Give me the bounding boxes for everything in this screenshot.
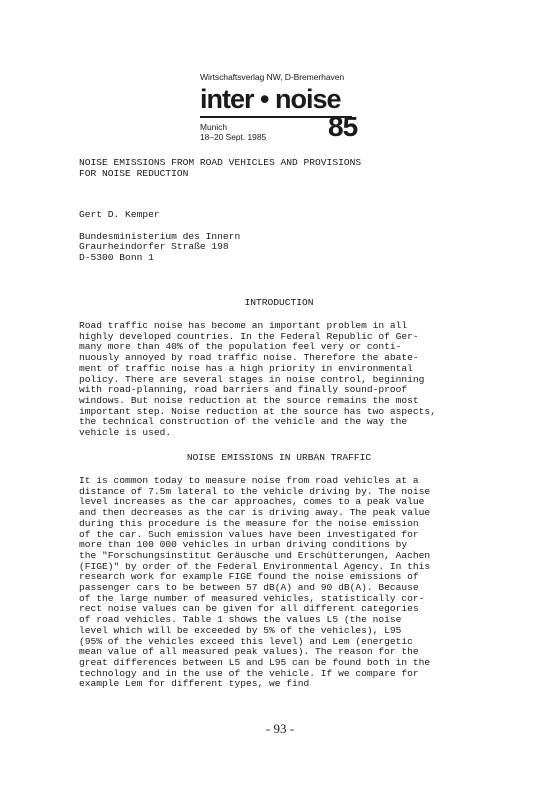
section-heading-urban-traffic: NOISE EMISSIONS IN URBAN TRAFFIC <box>186 452 372 463</box>
inter-noise-logo: inter • noise <box>200 84 341 114</box>
section-heading-introduction: INTRODUCTION <box>244 297 314 308</box>
urban-traffic-paragraph: It is common today to measure noise from road vehicles at a distance of 7.5m lateral to the vehicle driving by. The noise level increases as the car approaches, comes to a peak value and then decreases as the car is driving away. The peak value during this procedure is the measure for the noise emission of the car. Such emission values have been investigated for more than 100 000 vehicles in urban driving conditions by the "Forschungsinstitut Geräusche und Erschütterungen, Aachen (FIGE)" by order of the Federal Environmental Agency. In this research work for example FIGE found the noise emissions of passenger cars to be between 57 dB(A) and 90 dB(A). Because of the large number of measured vehicles, statistically cor- rect noise values can be given for all different categories of road vehicles. Table 1 shows the values L5 (the noise level which will be exceeded by 5% of the vehicles), L95 (95% of the vehicles exceed this level) and Lem (energetic mean value of all measured peak values). The reason for the great differences between L5 and L95 can be found both in the technology and in the use of the vehicle. If we compare for example Lem for different types, we find <box>79 475 431 690</box>
conference-city: Munich <box>200 122 227 132</box>
page-number: - 93 - <box>265 721 295 736</box>
conference-dates: 18–20 Sept. 1985 <box>200 132 267 142</box>
paper-title: NOISE EMISSIONS FROM ROAD VEHICLES AND PROVISIONS FOR NOISE REDUCTION <box>79 157 362 179</box>
publisher-line: Wirtschaftsverlag NW, D-Bremerhaven <box>200 72 345 82</box>
conference-header <box>200 72 370 144</box>
conference-year: 85 <box>328 111 358 142</box>
author-affiliation: Gert D. Kemper Bundesministerium des Innern Graurheindorfer Straße 198 D-5300 Bonn 1 <box>79 209 241 264</box>
introduction-paragraph: Road traffic noise has become an important problem in all highly developed countries. In the Federal Republic of Ger- many more than 40% of the population feel very or conti- nuously annoyed by road traffic noise. Therefore the abate- ment of traffic noise has a high priority in environmental policy. There are several stages in noise control, beginning with road-planning, road barriers and finally sound-proof windows. But noise reduction at the source remains the most important step. Noise reduction at the source has two aspects, the technical construction of the vehicle and the way the vehicle is used. <box>79 320 436 439</box>
